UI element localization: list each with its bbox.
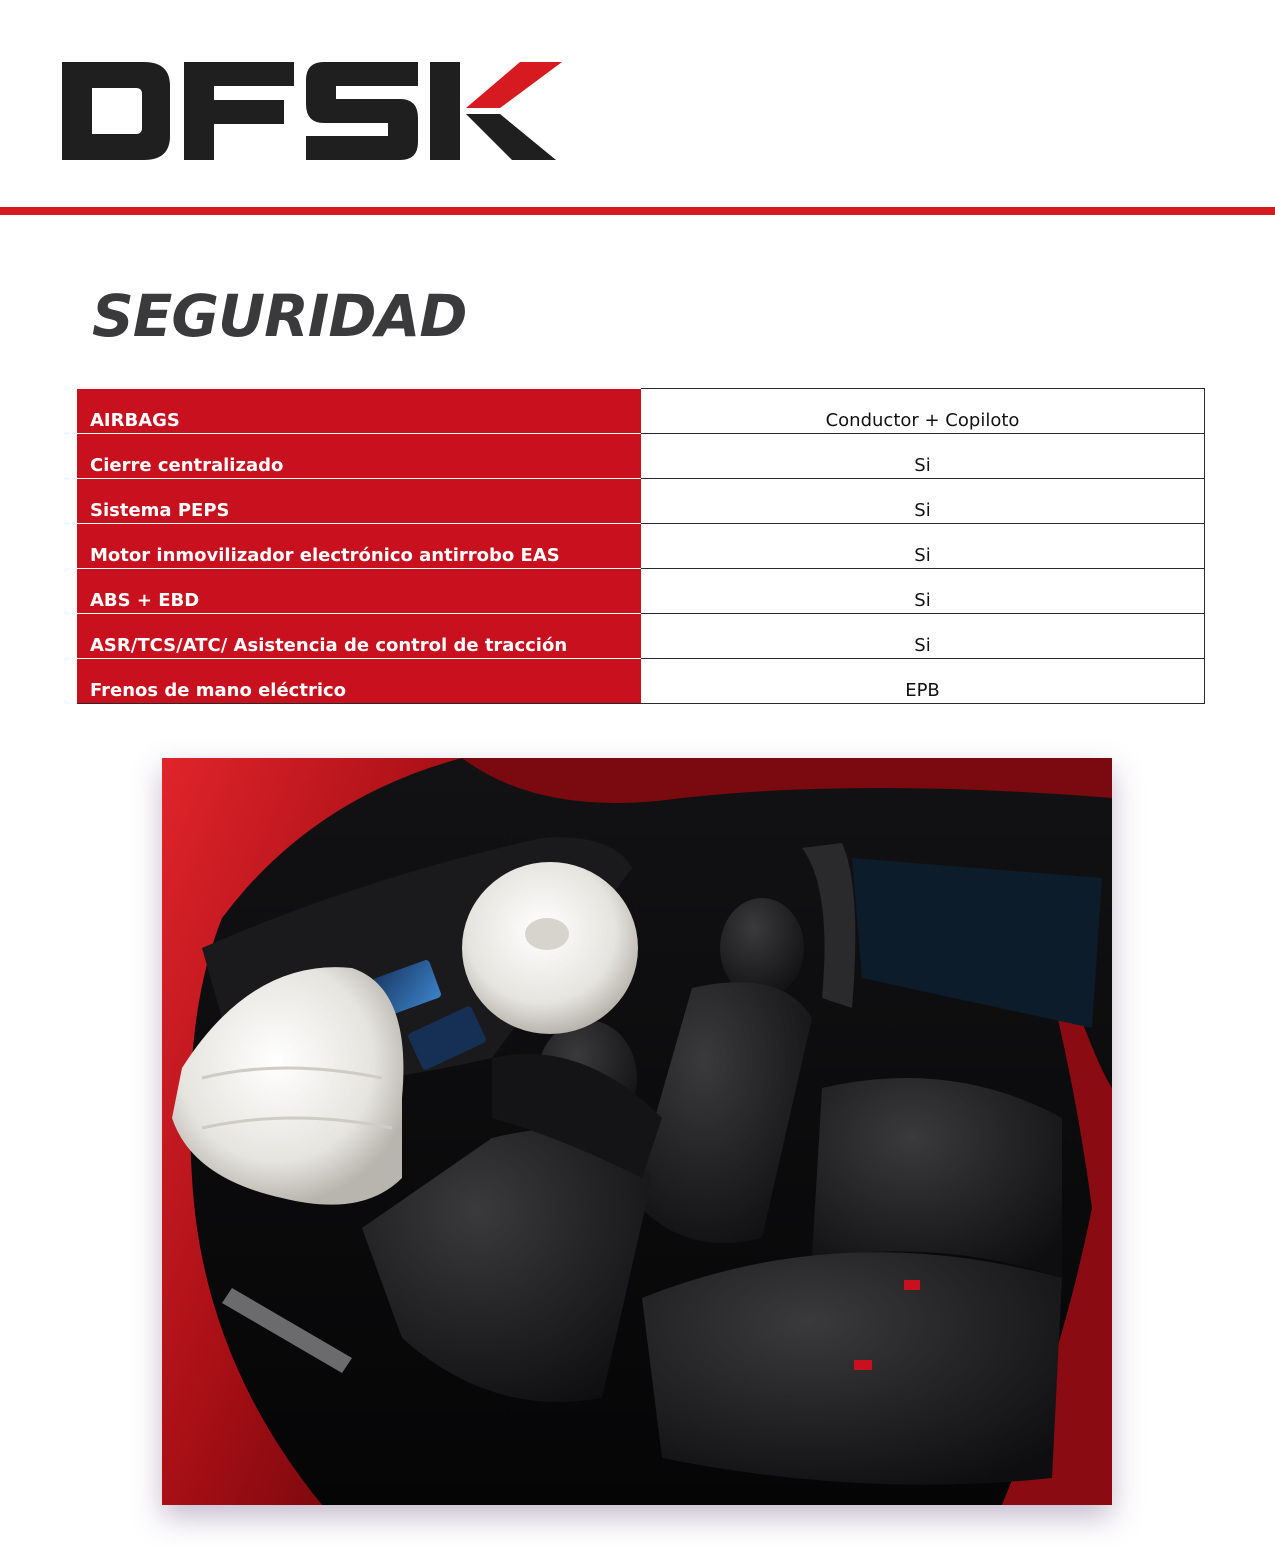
- spec-value: EPB: [641, 659, 1205, 704]
- passenger-airbag-center: [525, 918, 569, 950]
- table-row: [77, 389, 1205, 434]
- safety-spec-table: [77, 388, 1205, 704]
- spec-label: ASR/TCS/ATC/ Asistencia de control de tracción: [77, 614, 641, 659]
- table-row: [77, 434, 1205, 479]
- seatbelt-buckle: [854, 1360, 872, 1370]
- spec-label: Frenos de mano eléctrico: [77, 659, 641, 704]
- spec-value: Si: [641, 479, 1205, 524]
- spec-value: Si: [641, 524, 1205, 569]
- spec-label: Cierre centralizado: [77, 434, 641, 479]
- spec-value: Conductor + Copiloto: [641, 389, 1205, 434]
- rear-seat-backrest: [812, 1078, 1062, 1278]
- spec-value: Si: [641, 569, 1205, 614]
- logo-k-red-stroke: [466, 62, 562, 108]
- logo-k-lower-stroke: [466, 114, 556, 160]
- logo-letter-k: [430, 62, 460, 160]
- logo-letter-d: [62, 62, 170, 160]
- spec-label: Sistema PEPS: [77, 479, 641, 524]
- header-red-rule: [0, 207, 1275, 215]
- table-row: [77, 524, 1205, 569]
- spec-value: Si: [641, 434, 1205, 479]
- seatbelt-buckle: [904, 1280, 920, 1290]
- rear-seat-cushion: [642, 1252, 1062, 1484]
- table-row: [77, 659, 1205, 704]
- section-title: SEGURIDAD: [92, 282, 467, 350]
- dfsk-logo: [62, 62, 562, 160]
- table-row: [77, 479, 1205, 524]
- spec-label: ABS + EBD: [77, 569, 641, 614]
- spec-label: Motor inmovilizador electrónico antirrobo EAS: [77, 524, 641, 569]
- spec-value: Si: [641, 614, 1205, 659]
- logo-letter-f: [184, 62, 294, 160]
- table-row: [77, 569, 1205, 614]
- logo-letter-s: [306, 62, 418, 160]
- car-interior-airbags-photo: [162, 758, 1112, 1505]
- table-row: [77, 614, 1205, 659]
- spec-label: AIRBAGS: [77, 389, 641, 434]
